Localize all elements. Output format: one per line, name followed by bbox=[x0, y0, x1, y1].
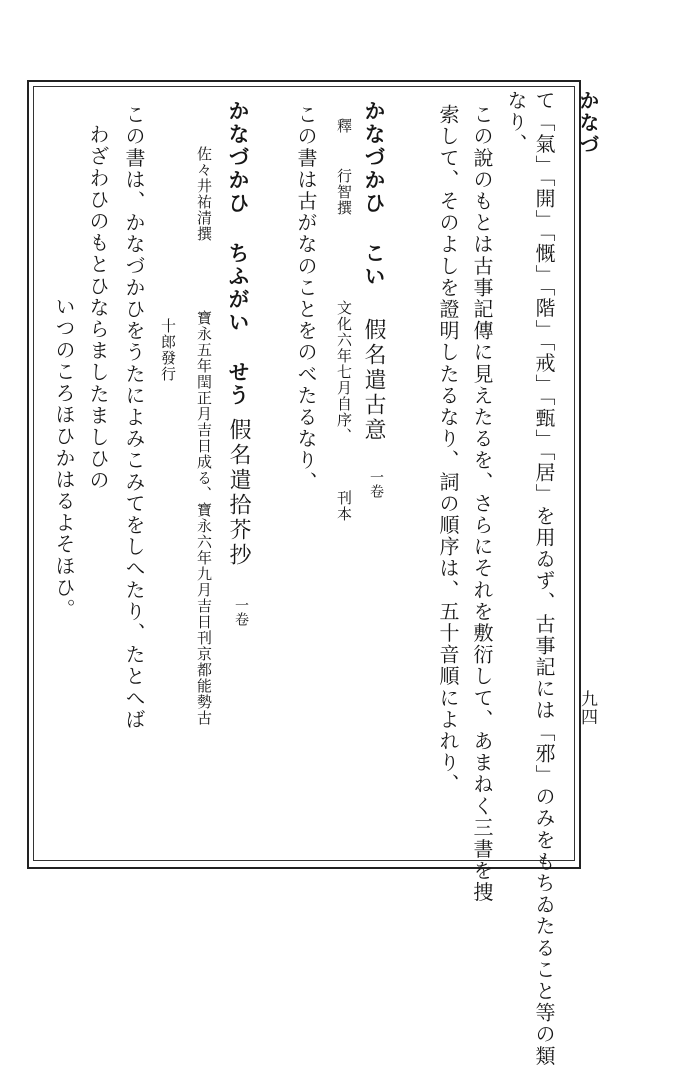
entry-2-poem-line-1: わざわひのもとひならましたましひの bbox=[86, 124, 110, 492]
entry-1-description: この書は古がなのことをのべたるなり、 bbox=[294, 104, 318, 493]
page-number: 九四 bbox=[577, 690, 597, 726]
entry-1-author-label: 釋 bbox=[335, 118, 353, 134]
entry-2-title: 假名遣拾芥抄 bbox=[226, 418, 251, 568]
entry-2-publication: 寶永五年閏正月吉日成る、寶永六年九月吉日刊京都能勢古 bbox=[195, 310, 213, 726]
entry-1-title: 假名遣古意 bbox=[361, 318, 386, 443]
entry-2-description: この書は、かなづかひをうたによみこみてをしへたり、たとへば bbox=[122, 104, 146, 731]
entry-1-heading: かなづかひ こい bbox=[362, 100, 387, 288]
running-title: かなづ bbox=[576, 90, 600, 156]
intro-line-4: 索して、そのよしを證明したるなり、詞の順序は、五十音順によれり、 bbox=[436, 104, 460, 796]
entry-2-author: 佐々井祐清撰 bbox=[195, 146, 213, 242]
entry-2-volumes: 一卷 bbox=[233, 598, 249, 626]
entry-1-edition: 刊本 bbox=[335, 490, 353, 522]
entry-2-publisher: 十郎發行 bbox=[159, 318, 177, 382]
entry-2-heading: かなづかひ ちふがい せう bbox=[226, 100, 251, 407]
intro-line-2: なり、 bbox=[504, 90, 528, 155]
entry-2-poem-line-2: いつのころほひかはるよそほひ。 bbox=[52, 296, 76, 620]
entry-1-publication: 文化六年七月自序、 bbox=[335, 300, 353, 444]
intro-line-1: て「氣」「開」「慨」「階」「戒」「甄」「居」を用ゐず、古事記には「邪」のみをもちゐたること等の類 bbox=[532, 90, 556, 1067]
entry-1-author: 行智撰 bbox=[335, 168, 353, 216]
intro-line-3: この說のもとは古事記傳に見えたるを、さらにそれを敷衍して、あまねく三書を捜 bbox=[470, 104, 494, 904]
entry-1-volumes: 一卷 bbox=[368, 470, 384, 498]
